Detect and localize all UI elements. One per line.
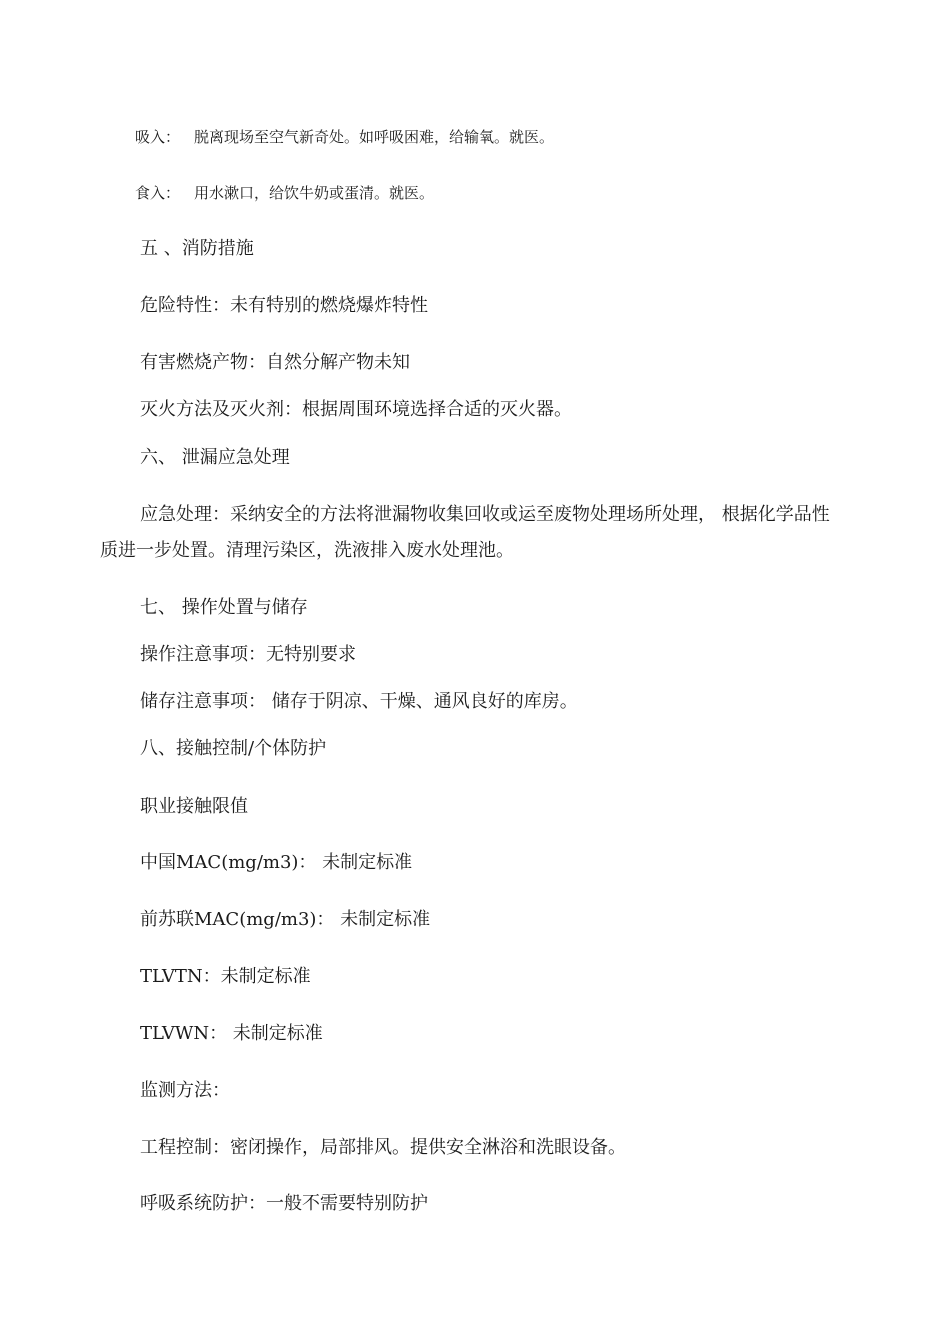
ussr-mac-line: 前苏联MAC(mg/m3)： 未制定标准 bbox=[140, 909, 431, 930]
inhale-text: 脱离现场至空气新奇处。如呼吸困难，给输氧。就医。 bbox=[194, 128, 555, 146]
inhale-line bbox=[135, 125, 554, 149]
hazard-line: 危险特性：未有特别的燃烧爆炸特性 bbox=[140, 295, 428, 316]
china-mac-line: 中国MAC(mg/m3)： 未制定标准 bbox=[140, 852, 413, 873]
tlvwn-line: TLVWN： 未制定标准 bbox=[140, 1023, 323, 1044]
emergency-paragraph: 应急处理：采纳安全的方法将泄漏物收集回收或运至废物处理场所处理， 根据化学品性质进一步处置。清理污染区，洗液排入废水处理池。 bbox=[100, 504, 830, 561]
ingest-text: 用水漱口，给饮牛奶或蛋清。就医。 bbox=[194, 184, 435, 202]
exposure-limit-line: 职业接触限值 bbox=[140, 796, 248, 817]
fire-method-line: 灭火方法及灭火剂：根据周围环境选择合适的灭火器。 bbox=[140, 399, 572, 420]
monitor-line: 监测方法： bbox=[140, 1080, 230, 1101]
combustion-line: 有害燃烧产物：自然分解产物未知 bbox=[140, 352, 410, 373]
section-7-heading: 七、 操作处置与储存 bbox=[140, 597, 308, 618]
section-6-heading: 六、 泄漏应急处理 bbox=[140, 447, 290, 468]
section-5-heading: 五 、消防措施 bbox=[140, 238, 254, 259]
storage-line: 储存注意事项： 储存于阴凉、干燥、通风良好的库房。 bbox=[140, 691, 578, 712]
engineering-line: 工程控制：密闭操作，局部排风。提供安全淋浴和洗眼设备。 bbox=[140, 1137, 626, 1158]
inhale-label: 吸入： bbox=[135, 128, 181, 146]
operation-line: 操作注意事项：无特别要求 bbox=[140, 644, 356, 665]
section-8-heading: 八、接触控制/个体防护 bbox=[140, 738, 327, 759]
respiratory-line: 呼吸系统防护：一般不需要特别防护 bbox=[140, 1193, 428, 1214]
ingest-line bbox=[135, 181, 434, 205]
ingest-label: 食入： bbox=[135, 184, 181, 202]
tlvtn-line: TLVTN：未制定标准 bbox=[140, 966, 311, 987]
